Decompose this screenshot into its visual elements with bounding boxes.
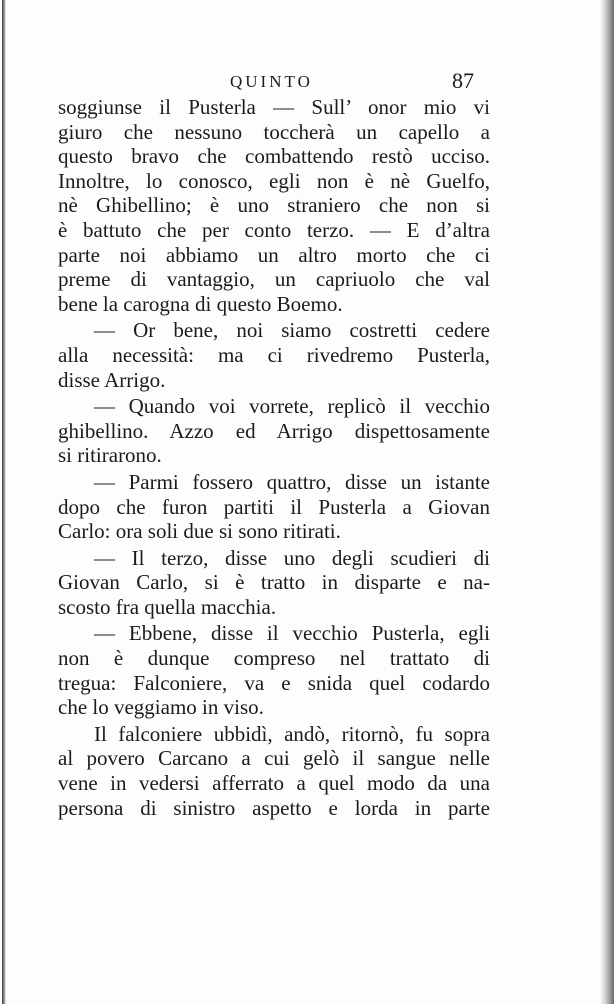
text-line: — Quando voi vorrete, replicò il vecchio xyxy=(94,394,490,419)
text-line: — Ebbene, disse il vecchio Pusterla, egli xyxy=(94,621,490,646)
text-line: persona di sinistro aspetto e lorda in parte xyxy=(58,795,490,820)
text-line: Carlo: ora soli due si sono ritirati. xyxy=(58,519,341,544)
text-line: — Il terzo, disse uno degli scudieri di xyxy=(94,545,490,570)
text-line: è battuto che per conto terzo. — E d’altra xyxy=(58,217,490,242)
text-line: tregua: Falconiere, va e snida quel codardo xyxy=(58,670,490,695)
page-left-edge-shadow xyxy=(2,0,6,1004)
text-line: nè Ghibellino; è uno straniero che non si xyxy=(58,193,490,218)
text-line: disse Arrigo. xyxy=(58,367,166,392)
text-line: giuro che nessuno toccherà un capello a xyxy=(58,119,490,144)
text-line: soggiunse il Pusterla — Sull’ onor mio vi xyxy=(58,95,490,119)
text-line: Innoltre, lo conosco, egli non è nè Guelfo, xyxy=(58,168,490,193)
text-line: preme di vantaggio, un capriuolo che val xyxy=(58,267,490,292)
text-line: Il falconiere ubbidì, andò, ritornò, fu sopra xyxy=(94,721,490,746)
text-line: — Parmi fossero quattro, disse un istante xyxy=(94,469,490,494)
text-line: vene in vedersi afferrato a quel modo da una xyxy=(58,771,490,796)
text-line: — Or bene, noi siamo costretti cedere xyxy=(94,318,490,343)
text-line: bene la carogna di questo Boemo. xyxy=(58,291,343,316)
text-line: al povero Carcano a cui gelò il sangue nelle xyxy=(58,746,490,771)
text-line: dopo che furon partiti il Pusterla a Giovan xyxy=(58,494,490,519)
text-line: Giovan Carlo, si è tratto in disparte e na- xyxy=(58,570,490,595)
text-line: ghibellino. Azzo ed Arrigo dispettosamente xyxy=(58,418,490,443)
page-right-edge-shadow xyxy=(600,0,614,1004)
body-text xyxy=(58,95,490,820)
text-line: scosto fra quella macchia. xyxy=(58,594,277,619)
page-number: 87 xyxy=(452,68,474,93)
text-line: si ritirarono. xyxy=(58,443,162,468)
text-line: alla necessità: ma ci rivedremo Pusterla, xyxy=(58,342,490,367)
text-line: questo bravo che combattendo restò ucciso. xyxy=(58,144,490,169)
text-line: non è dunque compreso nel trattato di xyxy=(58,646,490,671)
text-line: che lo veggiamo in viso. xyxy=(58,695,264,720)
text-line: parte noi abbiamo un altro morto che ci xyxy=(58,242,490,267)
running-head: QUINTO xyxy=(230,72,313,91)
